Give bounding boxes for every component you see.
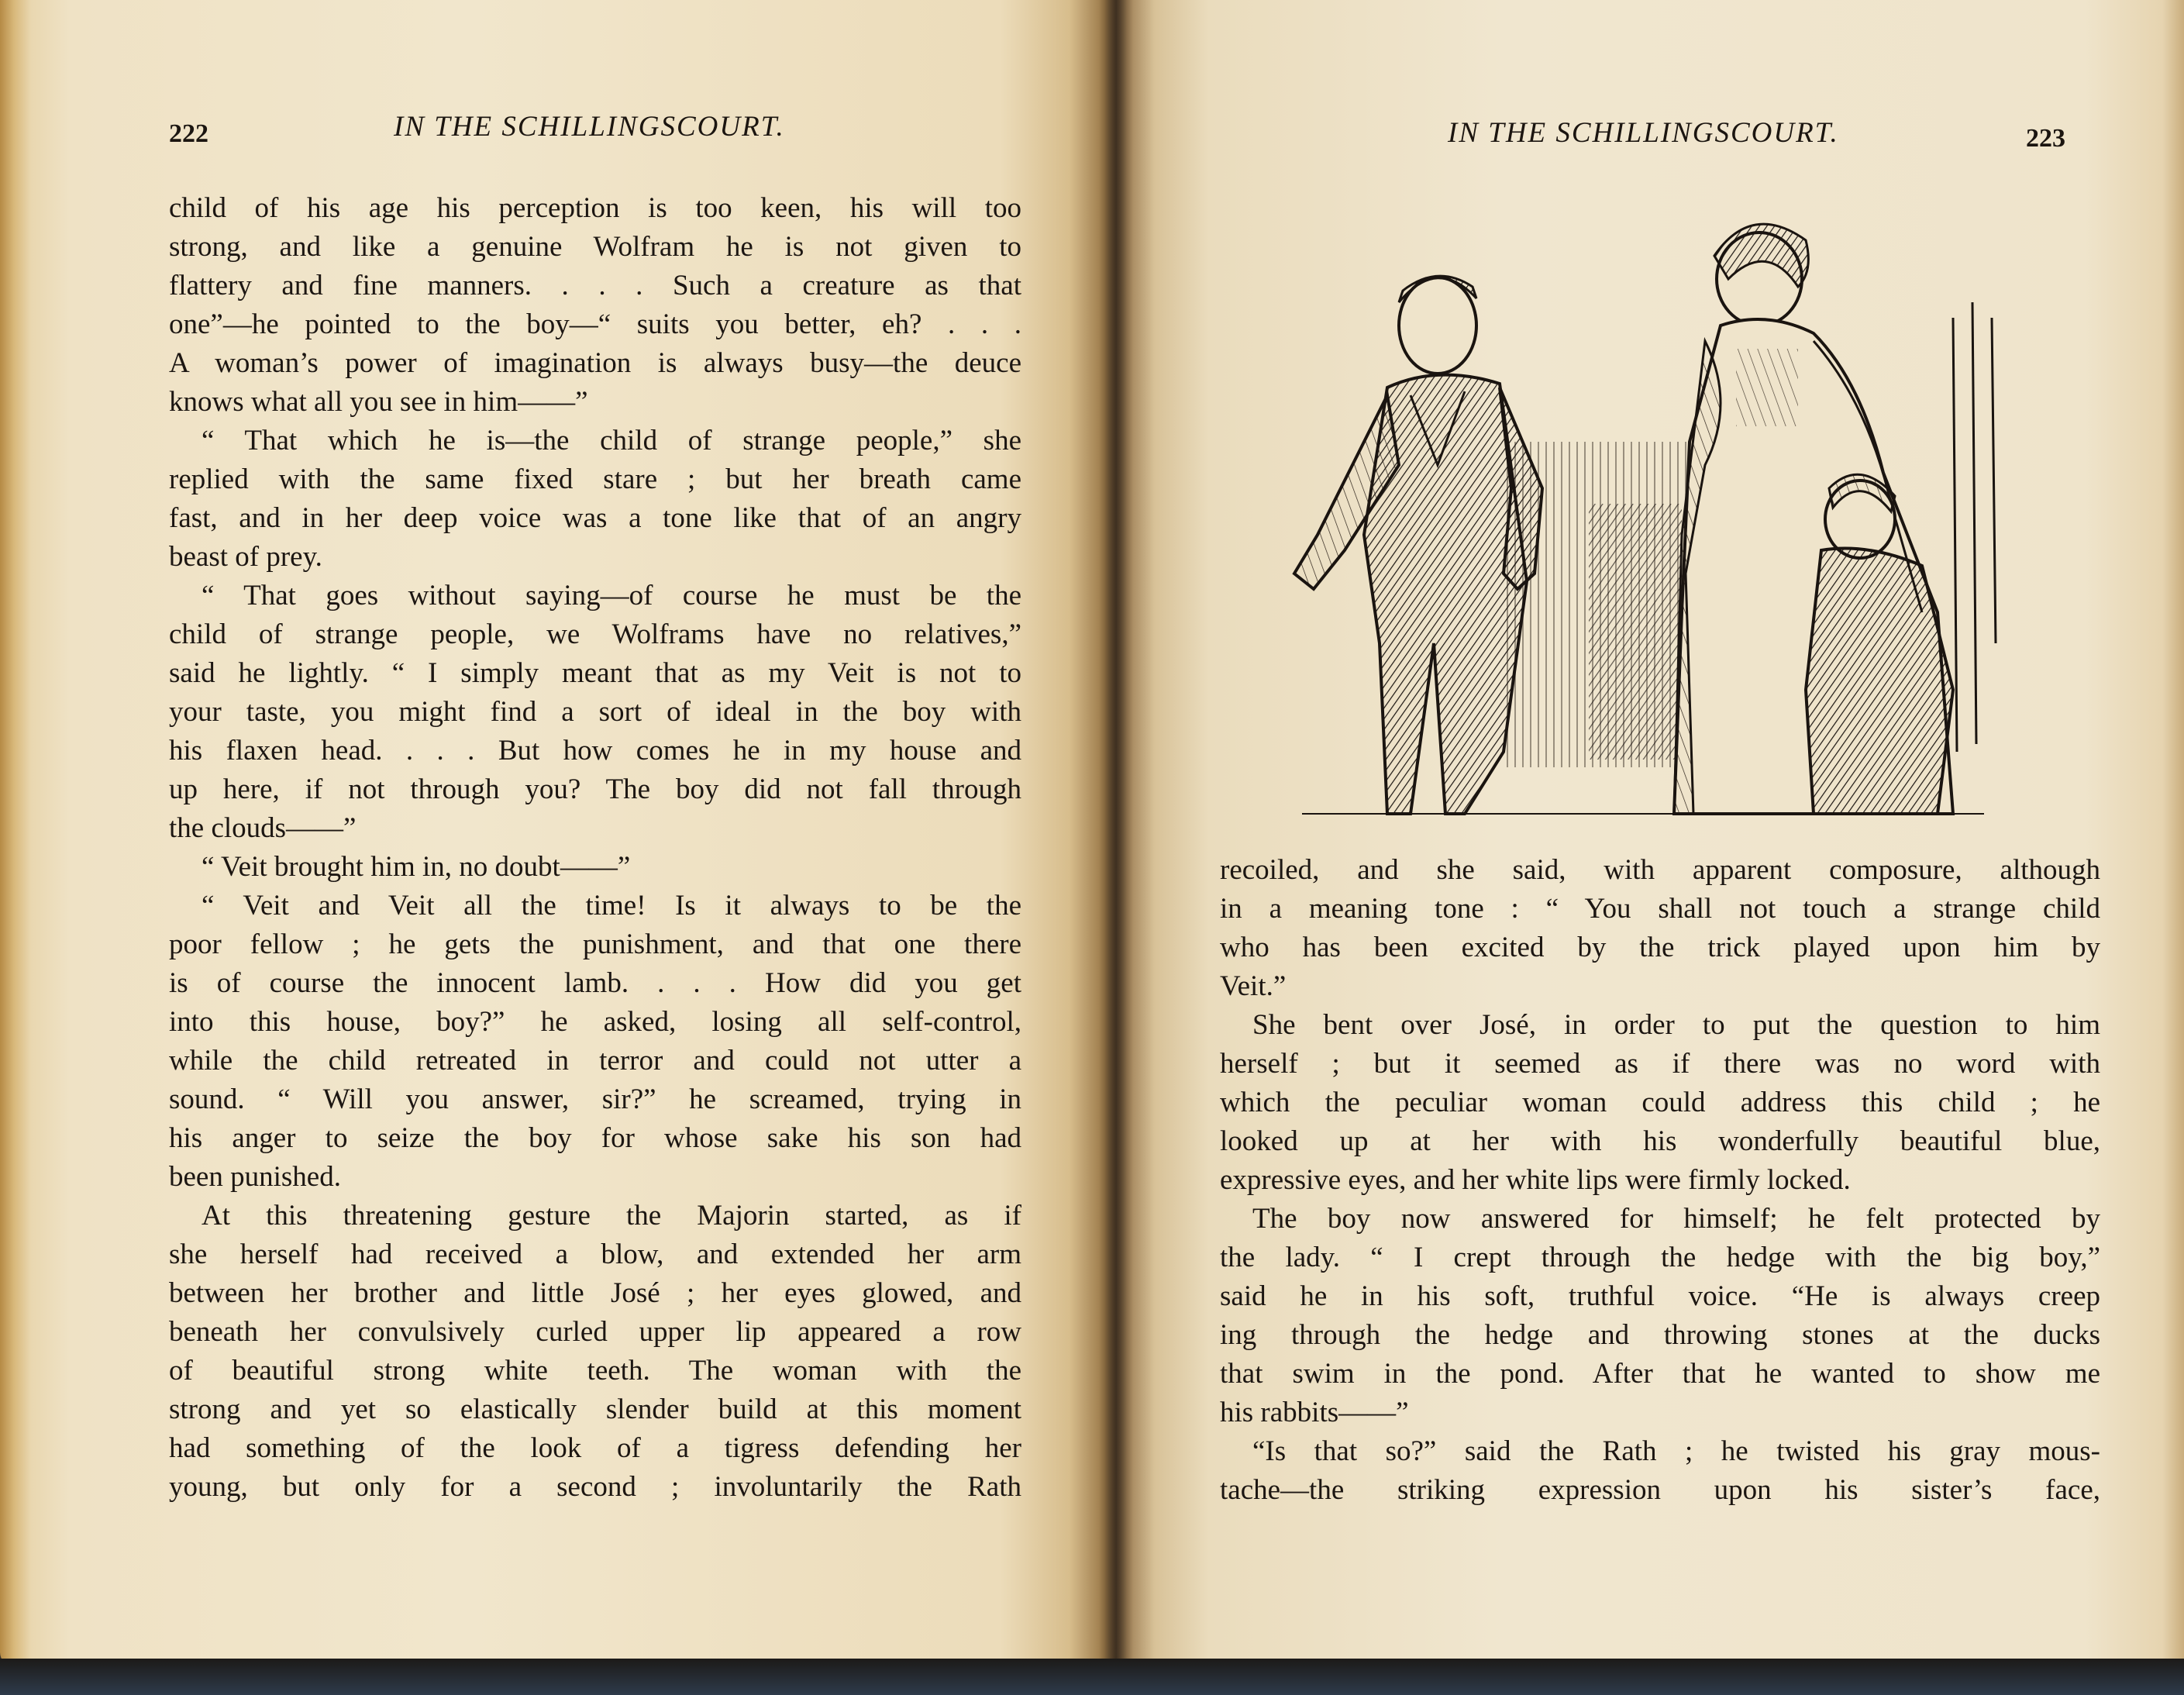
- text-line: “ Veit and Veit all the time! Is it always to be the: [202, 890, 1021, 922]
- text-line: Veit.”: [1220, 970, 1287, 1002]
- text-line: his flaxen head. . . . But how comes he in my house and: [169, 735, 1021, 767]
- text-line: of beautiful strong white teeth. The woman with the: [169, 1355, 1021, 1387]
- text-line: “ Veit brought him in, no doubt——”: [202, 851, 631, 883]
- page-number-right: 223: [2026, 124, 2065, 153]
- text-line: At this threatening gesture the Majorin started, as if: [202, 1200, 1021, 1232]
- text-line: been punished.: [169, 1161, 341, 1193]
- text-line: sound. “ Will you answer, sir?” he screamed, trying in: [169, 1083, 1021, 1115]
- door-frame: [1953, 302, 1996, 752]
- text-line: ing through the hedge and throwing stones at the ducks: [1220, 1319, 2100, 1351]
- text-line: flattery and fine manners. . . . Such a creature as that: [169, 270, 1021, 301]
- text-line: is of course the innocent lamb. . . . How did you get: [169, 967, 1021, 999]
- text-line: who has been excited by the trick played upon him by: [1220, 932, 2100, 963]
- text-line: strong, and like a genuine Wolfram he is not given to: [169, 231, 1021, 263]
- text-line: strong and yet so elastically slender build at this moment: [169, 1394, 1021, 1425]
- left-page-text: [169, 189, 1021, 1507]
- text-line: “ That which he is—the child of strange people,” she: [202, 425, 1021, 456]
- right-page-text: [1220, 851, 2100, 1510]
- text-line: replied with the same fixed stare ; but her breath came: [169, 463, 1021, 495]
- child-figure: [1806, 474, 1953, 814]
- text-line: said he in his soft, truthful voice. “He is always creep: [1220, 1280, 2100, 1312]
- text-line: said he lightly. “ I simply meant that as my Veit is not to: [169, 657, 1021, 689]
- page-number-left: 222: [169, 119, 208, 148]
- text-line: She bent over José, in order to put the question to him: [1252, 1009, 2100, 1041]
- text-line: child of his age his perception is too keen, his will too: [169, 192, 1021, 224]
- text-line: she herself had received a blow, and extended her arm: [169, 1239, 1021, 1270]
- text-line: in a meaning tone : “ You shall not touch a strange child: [1220, 893, 2100, 925]
- text-line: The boy now answered for himself; he felt protected by: [1252, 1203, 2100, 1235]
- text-line: herself ; but it seemed as if there was no word with: [1220, 1048, 2100, 1080]
- text-line: “ That goes without saying—of course he must be the: [202, 580, 1021, 612]
- text-line: fast, and in her deep voice was a tone like that of an angry: [169, 502, 1021, 534]
- text-line: that swim in the pond. After that he wanted to show me: [1220, 1358, 2100, 1390]
- text-line: tache—the striking expression upon his sister’s face,: [1220, 1474, 2100, 1506]
- text-line: had something of the look of a tigress defending her: [169, 1432, 1021, 1464]
- text-line: which the peculiar woman could address this child ; he: [1220, 1087, 2100, 1118]
- text-line: knows what all you see in him——”: [169, 386, 588, 418]
- running-head-left: IN THE SCHILLINGSCOURT.: [394, 111, 785, 143]
- text-line: beast of prey.: [169, 541, 322, 573]
- text-line: his rabbits——”: [1220, 1397, 1409, 1428]
- man-figure: [1294, 276, 1542, 814]
- text-line: one”—he pointed to the boy—“ suits you better, eh? . . .: [169, 308, 1021, 340]
- running-head-right: IN THE SCHILLINGSCOURT.: [1448, 117, 1839, 149]
- text-line: beneath her convulsively curled upper lip appeared a row: [169, 1316, 1021, 1348]
- text-line: looked up at her with his wonderfully beautiful blue,: [1220, 1125, 2100, 1157]
- text-line: into this house, boy?” he asked, losing all self-control,: [169, 1006, 1021, 1038]
- text-line: poor fellow ; he gets the punishment, and that one there: [169, 928, 1021, 960]
- text-line: while the child retreated in terror and could not utter a: [169, 1045, 1021, 1077]
- text-line: your taste, you might find a sort of ideal in the boy with: [169, 696, 1021, 728]
- book-bottom-edge: [0, 1659, 2184, 1695]
- text-line: between her brother and little José ; her eyes glowed, and: [169, 1277, 1021, 1309]
- background-shadow: [1589, 504, 1682, 760]
- text-line: the lady. “ I crept through the hedge with the big boy,”: [1220, 1242, 2100, 1273]
- text-line: up here, if not through you? The boy did not fall through: [169, 773, 1021, 805]
- text-line: A woman’s power of imagination is always busy—the deuce: [169, 347, 1021, 379]
- text-line: the clouds——”: [169, 812, 357, 844]
- text-line: expressive eyes, and her white lips were firmly locked.: [1220, 1164, 1851, 1196]
- text-line: “Is that so?” said the Rath ; he twisted his gray mous-: [1252, 1435, 2100, 1467]
- engraving-illustration: [1271, 209, 2019, 818]
- text-line: child of strange people, we Wolframs have no relatives,”: [169, 618, 1021, 650]
- text-line: young, but only for a second ; involuntarily the Rath: [169, 1471, 1021, 1503]
- text-line: recoiled, and she said, with apparent composure, although: [1220, 854, 2100, 886]
- text-line: his anger to seize the boy for whose sake his son had: [169, 1122, 1021, 1154]
